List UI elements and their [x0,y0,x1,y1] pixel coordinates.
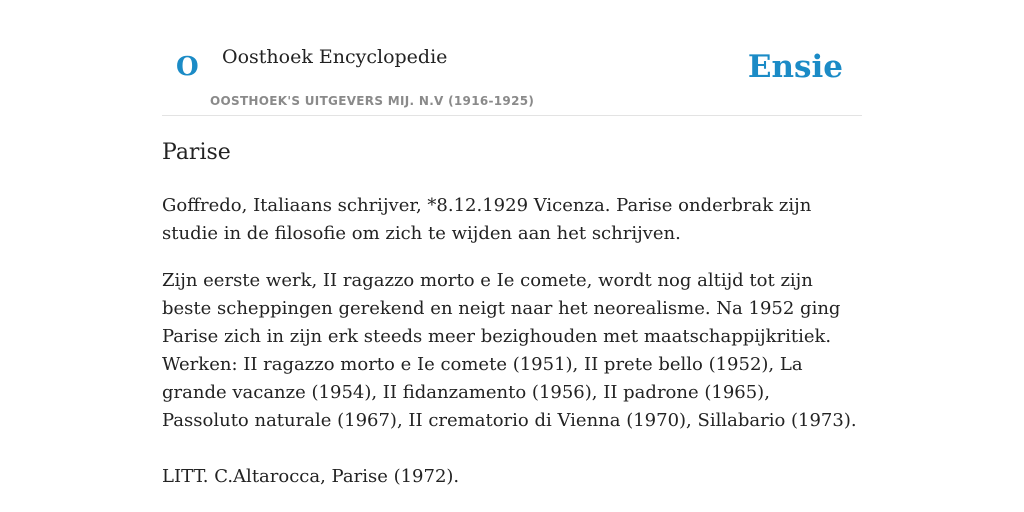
literature-reference: LITT. C.Altarocca, Parise (1972). [162,466,460,487]
source-logo[interactable]: O [176,52,199,82]
ensie-logo-link[interactable]: Ensie [747,49,843,85]
article-paragraph: Zijn eerste werk, II ragazzo morto e Ie comete, wordt nog altijd tot zijn beste scheppingen gerekend en neigt naar het neorealisme. Na 1952 ging Parise zich in zijn erk steeds meer bezighouden met maatschappijkritiek. Werken: II ragazzo morto e Ie comete (1951), II prete bello (1952), La grande vacanze (1954), II fidanzamento (1956), II padrone (1965), Passoluto naturale (1967), II crematorio di Vienna (1970), Sillabario (1973). [162,270,857,431]
article-title: Parise [162,140,231,165]
source-title[interactable]: Oosthoek Encyclopedie [222,46,448,68]
page-content [162,0,862,487]
article-paragraph: Goffredo, Italiaans schrijver, *8.12.1929 Vicenza. Parise onderbrak zijn studie in de filosofie om zich te wijden aan het schrijven. [162,195,812,244]
source-header [162,0,862,116]
source-subtitle: OOSTHOEK'S UITGEVERS MIJ. N.V (1916-1925) [210,94,535,108]
